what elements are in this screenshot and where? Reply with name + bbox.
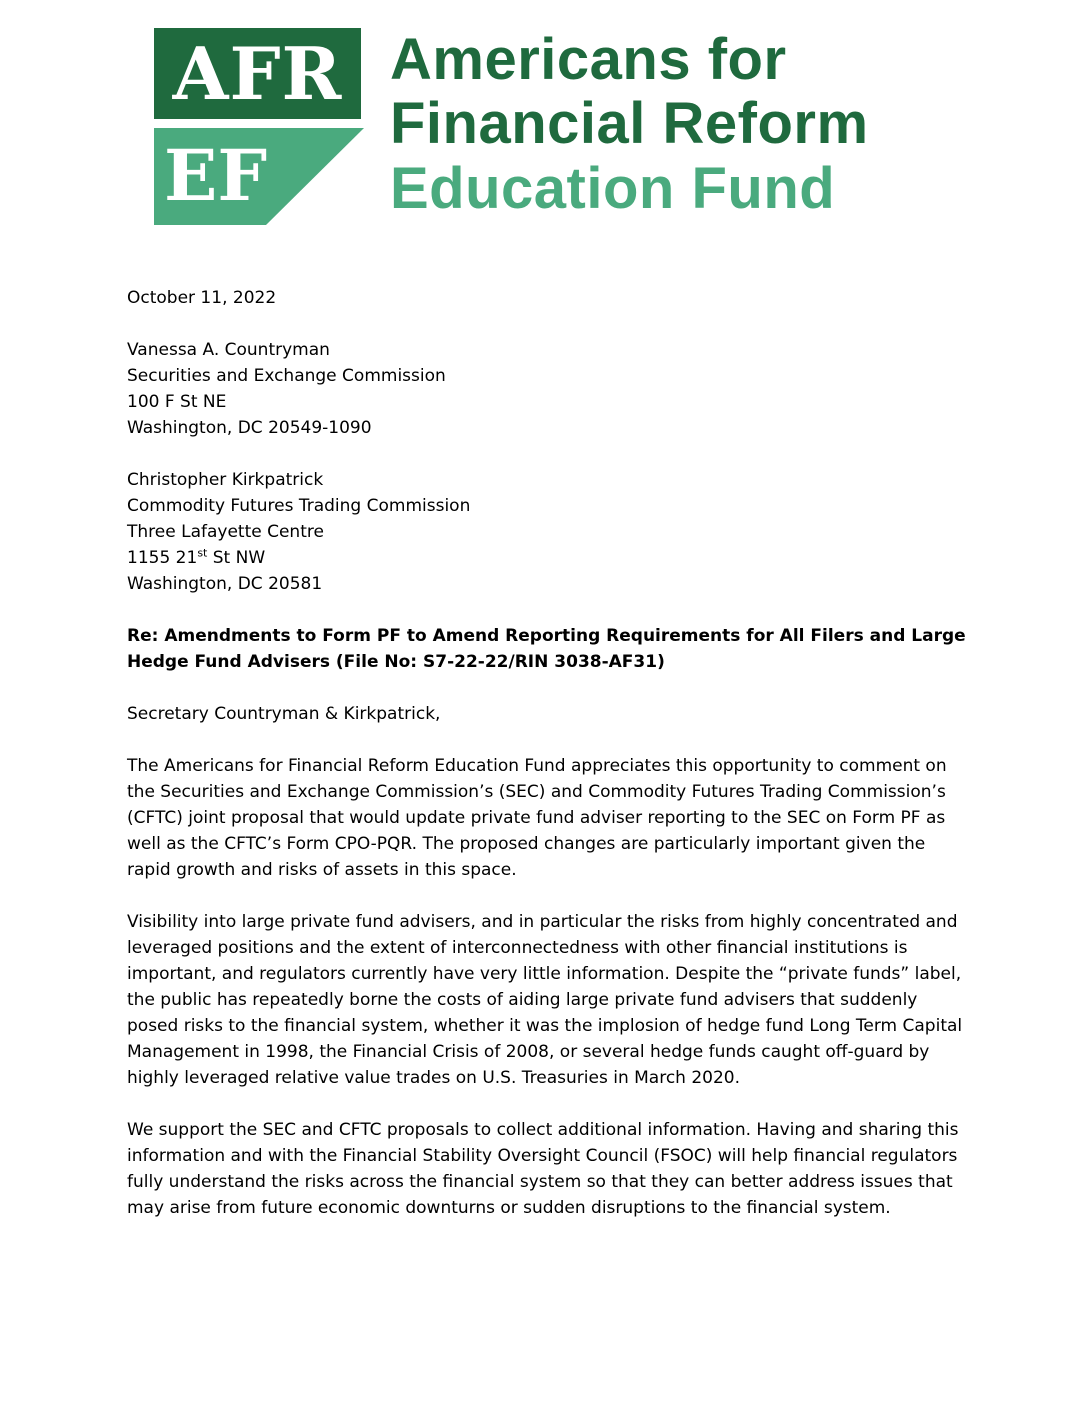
logo-line-americans: Americans for: [390, 27, 787, 92]
logo-afr-text: AFR: [172, 31, 343, 116]
logo-line-education-fund: Education Fund: [390, 156, 836, 221]
recipient-name: Vanessa A. Countryman: [127, 340, 330, 360]
recipient-org: Commodity Futures Trading Commission: [127, 496, 471, 516]
letter-body: [127, 285, 967, 1247]
recipient-address-cftc: [127, 467, 967, 597]
recipient-org: Securities and Exchange Commission: [127, 366, 446, 386]
recipient-city: Washington, DC 20549-1090: [127, 418, 372, 438]
recipient-street: Three Lafayette Centre: [127, 522, 324, 542]
street-number: 1155 21: [127, 548, 198, 568]
body-paragraph: Visibility into large private fund advisers, and in particular the risks from highly concentrated and leveraged positions and the extent of interconnectedness with other financial institutions is important, and regulators currently have very little information. Despite the “private funds” label, the public has repeatedly borne the costs of aiding large private fund advisers that suddenly posed risks to the financial system, whether it was the implosion of hedge fund Long Term Capital Management in 1998, the Financial Crisis of 2008, or several hedge funds caught off-guard by highly leveraged relative value trades on U.S. Treasuries in March 2020.: [127, 912, 963, 1088]
recipient-address-sec: [127, 337, 967, 441]
subject-line: Re: Amendments to Form PF to Amend Reporting Requirements for All Filers and Large Hedge Fund Advisers (File No: S7-22-22/RIN 3038-AF31): [127, 626, 966, 672]
logo-ef-text: EF: [164, 134, 268, 217]
body-paragraph: The Americans for Financial Reform Education Fund appreciates this opportunity to comment on the Securities and Exchange Commission’s (SEC) and Commodity Futures Trading Commission’s (CFTC) joint proposal that would update private fund adviser reporting to the SEC on Form PF as well as the CFTC’s Form CPO-PQR. The proposed changes are particularly important given the rapid growth and risks of assets in this space.: [127, 756, 947, 880]
afr-logo: [154, 28, 934, 223]
letter-date: October 11, 2022: [127, 288, 277, 308]
street-ordinal-suffix: st: [197, 546, 208, 560]
logo-line-financial-reform: Financial Reform: [390, 91, 869, 156]
street-name: St NW: [207, 548, 266, 568]
recipient-street: 100 F St NE: [127, 392, 227, 412]
recipient-name: Christopher Kirkpatrick: [127, 470, 324, 490]
body-paragraph: We support the SEC and CFTC proposals to collect additional information. Having and sharing this information and with the Financial Stability Oversight Council (FSOC) will help financial regulators fully understand the risks across the financial system so that they can better address issues that may arise from future economic downturns or sudden disruptions to the financial system.: [127, 1120, 959, 1218]
salutation: Secretary Countryman & Kirkpatrick,: [127, 704, 441, 724]
recipient-street-2: [127, 545, 967, 571]
recipient-city: Washington, DC 20581: [127, 574, 323, 594]
